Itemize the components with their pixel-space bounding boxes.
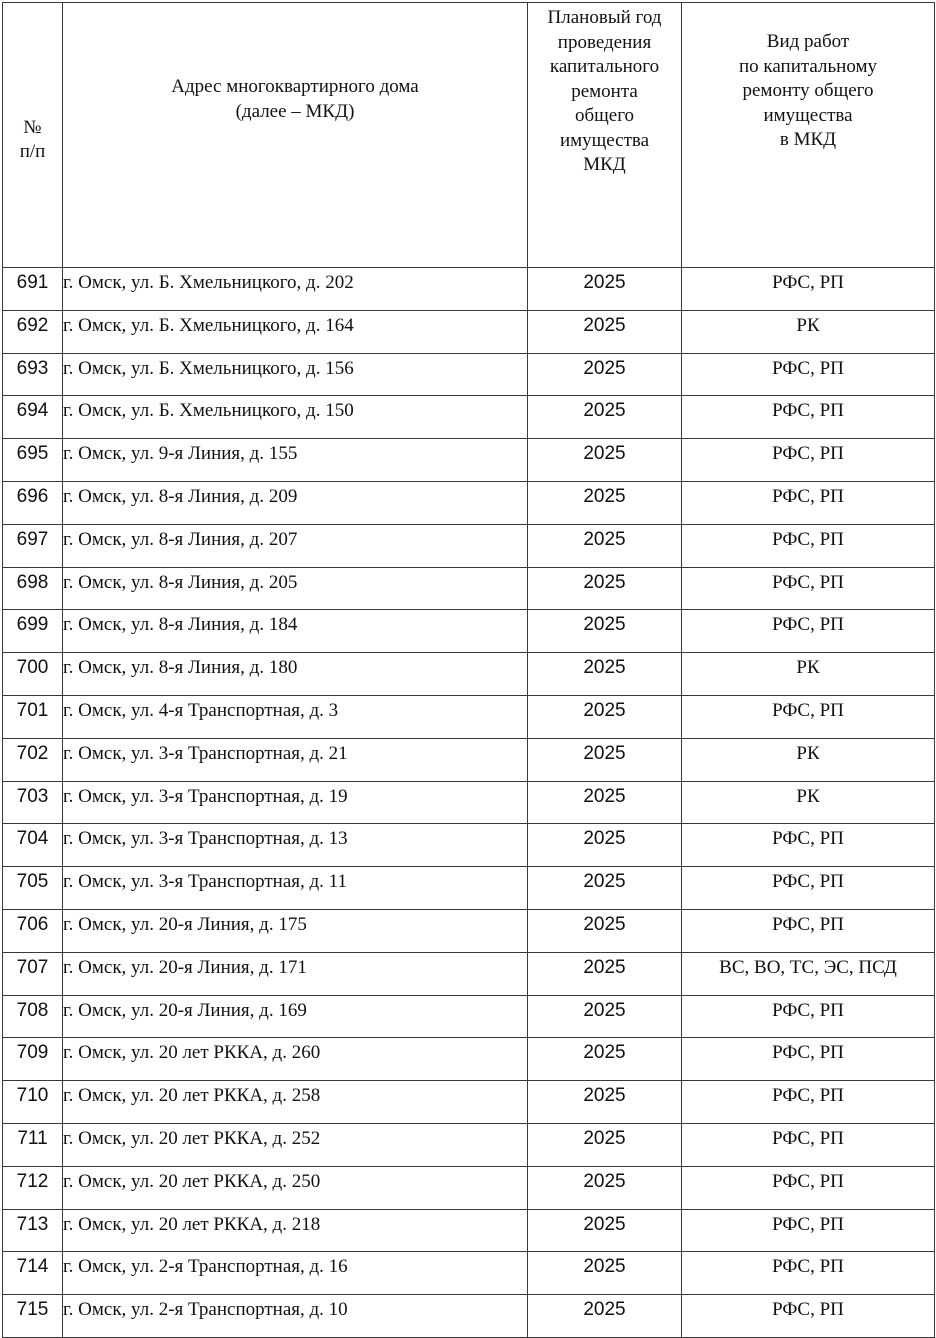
column-header-number: № п/п [3, 3, 63, 268]
row-number-cell: 698 [3, 567, 63, 610]
address-cell: г. Омск, ул. 8-я Линия, д. 180 [63, 653, 528, 696]
address-cell: г. Омск, ул. Б. Хмельницкого, д. 202 [63, 268, 528, 311]
planned-year-cell: 2025 [528, 481, 682, 524]
capital-repair-table [2, 2, 935, 1338]
row-number-cell: 705 [3, 867, 63, 910]
row-number-cell: 694 [3, 396, 63, 439]
address-cell: г. Омск, ул. 9-я Линия, д. 155 [63, 439, 528, 482]
work-type-cell: РФС, РП [682, 995, 935, 1038]
work-type-cell: РФС, РП [682, 1123, 935, 1166]
table-row [3, 481, 935, 524]
row-number-cell: 691 [3, 268, 63, 311]
address-cell: г. Омск, ул. 20-я Линия, д. 175 [63, 909, 528, 952]
work-type-cell: РФС, РП [682, 567, 935, 610]
work-type-cell: РФС, РП [682, 610, 935, 653]
planned-year-cell: 2025 [528, 1252, 682, 1295]
row-number-cell: 715 [3, 1295, 63, 1338]
table-row [3, 909, 935, 952]
work-type-cell: РК [682, 781, 935, 824]
table-row [3, 653, 935, 696]
row-number-cell: 709 [3, 1038, 63, 1081]
table-row [3, 310, 935, 353]
planned-year-cell: 2025 [528, 567, 682, 610]
table-row [3, 1252, 935, 1295]
address-cell: г. Омск, ул. 3-я Транспортная, д. 13 [63, 824, 528, 867]
table-row [3, 268, 935, 311]
address-cell: г. Омск, ул. 3-я Транспортная, д. 21 [63, 738, 528, 781]
table-row [3, 353, 935, 396]
planned-year-cell: 2025 [528, 1123, 682, 1166]
planned-year-cell: 2025 [528, 610, 682, 653]
row-number-cell: 695 [3, 439, 63, 482]
work-type-cell: РФС, РП [682, 481, 935, 524]
address-cell: г. Омск, ул. 8-я Линия, д. 205 [63, 567, 528, 610]
address-cell: г. Омск, ул. 4-я Транспортная, д. 3 [63, 695, 528, 738]
row-number-cell: 696 [3, 481, 63, 524]
table-row [3, 567, 935, 610]
table-row [3, 1295, 935, 1338]
row-number-cell: 707 [3, 952, 63, 995]
planned-year-cell: 2025 [528, 524, 682, 567]
row-number-cell: 710 [3, 1081, 63, 1124]
table-row [3, 1209, 935, 1252]
row-number-cell: 708 [3, 995, 63, 1038]
table-row [3, 1123, 935, 1166]
planned-year-cell: 2025 [528, 1295, 682, 1338]
table-row [3, 439, 935, 482]
table-row [3, 695, 935, 738]
row-number-cell: 693 [3, 353, 63, 396]
work-type-cell: РФС, РП [682, 1038, 935, 1081]
planned-year-cell: 2025 [528, 738, 682, 781]
planned-year-cell: 2025 [528, 781, 682, 824]
row-number-cell: 706 [3, 909, 63, 952]
planned-year-cell: 2025 [528, 995, 682, 1038]
address-cell: г. Омск, ул. 20 лет РККА, д. 250 [63, 1166, 528, 1209]
address-cell: г. Омск, ул. 2-я Транспортная, д. 16 [63, 1252, 528, 1295]
work-type-cell: РФС, РП [682, 524, 935, 567]
work-type-cell: РФС, РП [682, 353, 935, 396]
row-number-cell: 701 [3, 695, 63, 738]
planned-year-cell: 2025 [528, 353, 682, 396]
planned-year-cell: 2025 [528, 952, 682, 995]
work-type-cell: РК [682, 653, 935, 696]
planned-year-cell: 2025 [528, 695, 682, 738]
address-cell: г. Омск, ул. 20 лет РККА, д. 258 [63, 1081, 528, 1124]
address-cell: г. Омск, ул. Б. Хмельницкого, д. 150 [63, 396, 528, 439]
address-cell: г. Омск, ул. 8-я Линия, д. 207 [63, 524, 528, 567]
work-type-cell: РФС, РП [682, 695, 935, 738]
planned-year-cell: 2025 [528, 396, 682, 439]
work-type-cell: РФС, РП [682, 867, 935, 910]
table-row [3, 1081, 935, 1124]
planned-year-cell: 2025 [528, 653, 682, 696]
planned-year-cell: 2025 [528, 1081, 682, 1124]
address-cell: г. Омск, ул. 2-я Транспортная, д. 10 [63, 1295, 528, 1338]
planned-year-cell: 2025 [528, 824, 682, 867]
row-number-cell: 702 [3, 738, 63, 781]
work-type-cell: РФС, РП [682, 1295, 935, 1338]
work-type-cell: РФС, РП [682, 824, 935, 867]
table-row [3, 824, 935, 867]
planned-year-cell: 2025 [528, 909, 682, 952]
planned-year-cell: 2025 [528, 310, 682, 353]
address-cell: г. Омск, ул. 20 лет РККА, д. 218 [63, 1209, 528, 1252]
work-type-cell: РФС, РП [682, 1166, 935, 1209]
table-row [3, 1038, 935, 1081]
address-cell: г. Омск, ул. 3-я Транспортная, д. 11 [63, 867, 528, 910]
work-type-cell: РФС, РП [682, 1081, 935, 1124]
row-number-cell: 700 [3, 653, 63, 696]
row-number-cell: 692 [3, 310, 63, 353]
address-cell: г. Омск, ул. Б. Хмельницкого, д. 164 [63, 310, 528, 353]
planned-year-cell: 2025 [528, 268, 682, 311]
row-number-cell: 704 [3, 824, 63, 867]
work-type-cell: РФС, РП [682, 396, 935, 439]
planned-year-cell: 2025 [528, 439, 682, 482]
table-row [3, 524, 935, 567]
work-type-cell: РФС, РП [682, 1209, 935, 1252]
row-number-cell: 699 [3, 610, 63, 653]
address-cell: г. Омск, ул. 8-я Линия, д. 209 [63, 481, 528, 524]
address-cell: г. Омск, ул. 20-я Линия, д. 171 [63, 952, 528, 995]
address-cell: г. Омск, ул. 20 лет РККА, д. 252 [63, 1123, 528, 1166]
column-header-planned-year: Плановый год проведения капитального ремонта общего имущества МКД [528, 3, 682, 268]
row-number-cell: 703 [3, 781, 63, 824]
table-row [3, 995, 935, 1038]
table-row [3, 610, 935, 653]
table-row [3, 1166, 935, 1209]
work-type-cell: РК [682, 738, 935, 781]
table-row [3, 738, 935, 781]
table-row [3, 396, 935, 439]
planned-year-cell: 2025 [528, 1209, 682, 1252]
row-number-cell: 711 [3, 1123, 63, 1166]
work-type-cell: РФС, РП [682, 909, 935, 952]
table-row [3, 952, 935, 995]
work-type-cell: РК [682, 310, 935, 353]
planned-year-cell: 2025 [528, 1166, 682, 1209]
work-type-cell: РФС, РП [682, 439, 935, 482]
planned-year-cell: 2025 [528, 1038, 682, 1081]
row-number-cell: 712 [3, 1166, 63, 1209]
work-type-cell: РФС, РП [682, 268, 935, 311]
table-header-row [3, 3, 935, 268]
address-cell: г. Омск, ул. Б. Хмельницкого, д. 156 [63, 353, 528, 396]
address-cell: г. Омск, ул. 20-я Линия, д. 169 [63, 995, 528, 1038]
row-number-cell: 697 [3, 524, 63, 567]
row-number-cell: 714 [3, 1252, 63, 1295]
address-cell: г. Омск, ул. 3-я Транспортная, д. 19 [63, 781, 528, 824]
work-type-cell: ВС, ВО, ТС, ЭС, ПСД [682, 952, 935, 995]
row-number-cell: 713 [3, 1209, 63, 1252]
planned-year-cell: 2025 [528, 867, 682, 910]
address-cell: г. Омск, ул. 8-я Линия, д. 184 [63, 610, 528, 653]
address-cell: г. Омск, ул. 20 лет РККА, д. 260 [63, 1038, 528, 1081]
work-type-cell: РФС, РП [682, 1252, 935, 1295]
table-row [3, 781, 935, 824]
column-header-work-type: Вид работ по капитальному ремонту общего имущества в МКД [682, 3, 935, 268]
column-header-address: Адрес многоквартирного дома (далее – МКД) [63, 3, 528, 268]
table-row [3, 867, 935, 910]
